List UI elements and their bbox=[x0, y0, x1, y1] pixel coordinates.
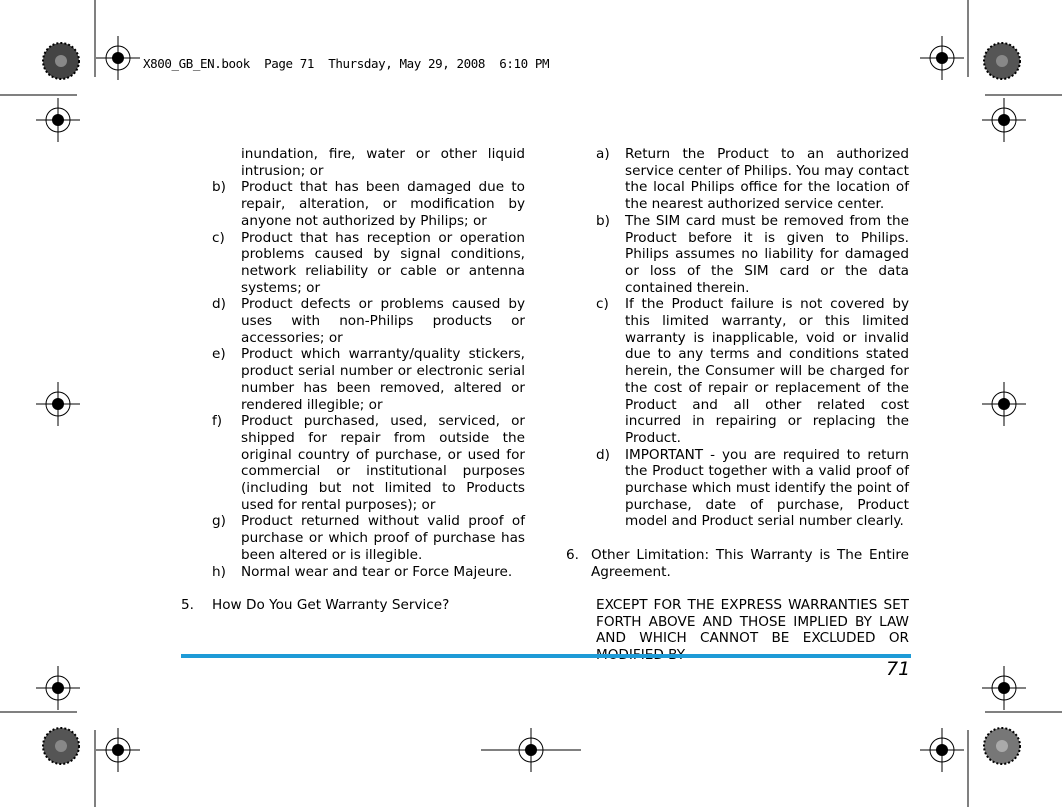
list-item bbox=[212, 230, 525, 297]
list-marker: e) bbox=[212, 346, 226, 363]
footer-rule bbox=[181, 654, 911, 658]
list-text: Product that has reception or operation problems caused by signal conditions, network reliability or cable or antenna systems; or bbox=[241, 229, 525, 296]
section-title: How Do You Get Warranty Service? bbox=[212, 596, 450, 613]
list-item bbox=[596, 296, 909, 446]
list-text: Product defects or problems caused by uses with non-Philips products or accessories; or bbox=[241, 296, 525, 346]
section-number: 5. bbox=[181, 596, 194, 613]
list-text: IMPORTANT - you are required to return the Product together with a valid proof of purchase which must identify the point of purchase, date of purchase, Product model and Product serial number clearly. bbox=[625, 446, 909, 530]
list-item bbox=[212, 296, 525, 346]
list-text: Product purchased, used, serviced, or shipped for repair from outside the original country of purchase, or used for commercial or institutional purposes (including but not limited to Products used for rental purposes); or bbox=[241, 413, 525, 513]
list-marker: c) bbox=[212, 229, 225, 246]
list-item bbox=[596, 447, 909, 531]
left-column bbox=[181, 146, 525, 614]
list-item bbox=[212, 413, 525, 513]
continuation-text: inundation, fire, water or other liquid intrusion; or bbox=[241, 146, 525, 179]
list-item bbox=[212, 564, 525, 581]
list-item bbox=[212, 179, 525, 229]
list-marker: g) bbox=[212, 513, 226, 530]
book-header: X800_GB_EN.book Page 71 Thursday, May 29, 2008 6:10 PM bbox=[143, 56, 550, 71]
list-item bbox=[212, 513, 525, 563]
list-marker: d) bbox=[212, 296, 226, 313]
list-text: Product which warranty/quality stickers, product serial number or electronic serial number has been removed, altered or rendered illegible; or bbox=[241, 346, 525, 413]
section-heading bbox=[181, 597, 525, 614]
list-marker: b) bbox=[596, 212, 610, 229]
right-column bbox=[566, 146, 909, 664]
list-text: Return the Product to an authorized service center of Philips. You may contact the local Philips office for the location of the nearest authorized service center. bbox=[625, 146, 909, 213]
list-marker: f) bbox=[212, 413, 223, 430]
list-marker: b) bbox=[212, 179, 226, 196]
section-title: Other Limitation: This Warranty is The Entire Agreement. bbox=[591, 546, 909, 580]
caps-paragraph: EXCEPT FOR THE EXPRESS WARRANTIES SET FORTH ABOVE AND THOSE IMPLIED BY LAW AND WHICH CANNOT BE EXCLUDED OR bbox=[596, 596, 909, 647]
list-text: Product returned without valid proof of purchase or which proof of purchase has been altered or is illegible. bbox=[241, 513, 525, 563]
list-text: If the Product failure is not covered by this limited warranty, or this limited warranty is inapplicable, void or invalid due to any terms and conditions stated herein, the Consumer will be charged for the cost of repair or replacement of the Product and all other related cost incurred in repairing or replacing the Product. bbox=[625, 296, 909, 446]
list-item bbox=[596, 146, 909, 213]
list-marker: d) bbox=[596, 446, 610, 463]
list-marker: h) bbox=[212, 563, 226, 580]
list-marker: a) bbox=[596, 146, 610, 162]
list-text: The SIM card must be removed from the Product before it is given to Philips. Philips assumes no liability for damaged or loss of the SIM card or the data contained therein. bbox=[625, 212, 909, 296]
page-number: 71 bbox=[886, 658, 911, 680]
list-marker: c) bbox=[596, 296, 609, 313]
section-number: 6. bbox=[566, 546, 579, 563]
list-text: Normal wear and tear or Force Majeure. bbox=[241, 563, 513, 580]
list-item bbox=[596, 213, 909, 297]
list-text: Product that has been damaged due to repair, alteration, or modification by anyone not authorized by Philips; or bbox=[241, 179, 525, 229]
section-heading bbox=[566, 547, 909, 580]
list-item bbox=[212, 346, 525, 413]
